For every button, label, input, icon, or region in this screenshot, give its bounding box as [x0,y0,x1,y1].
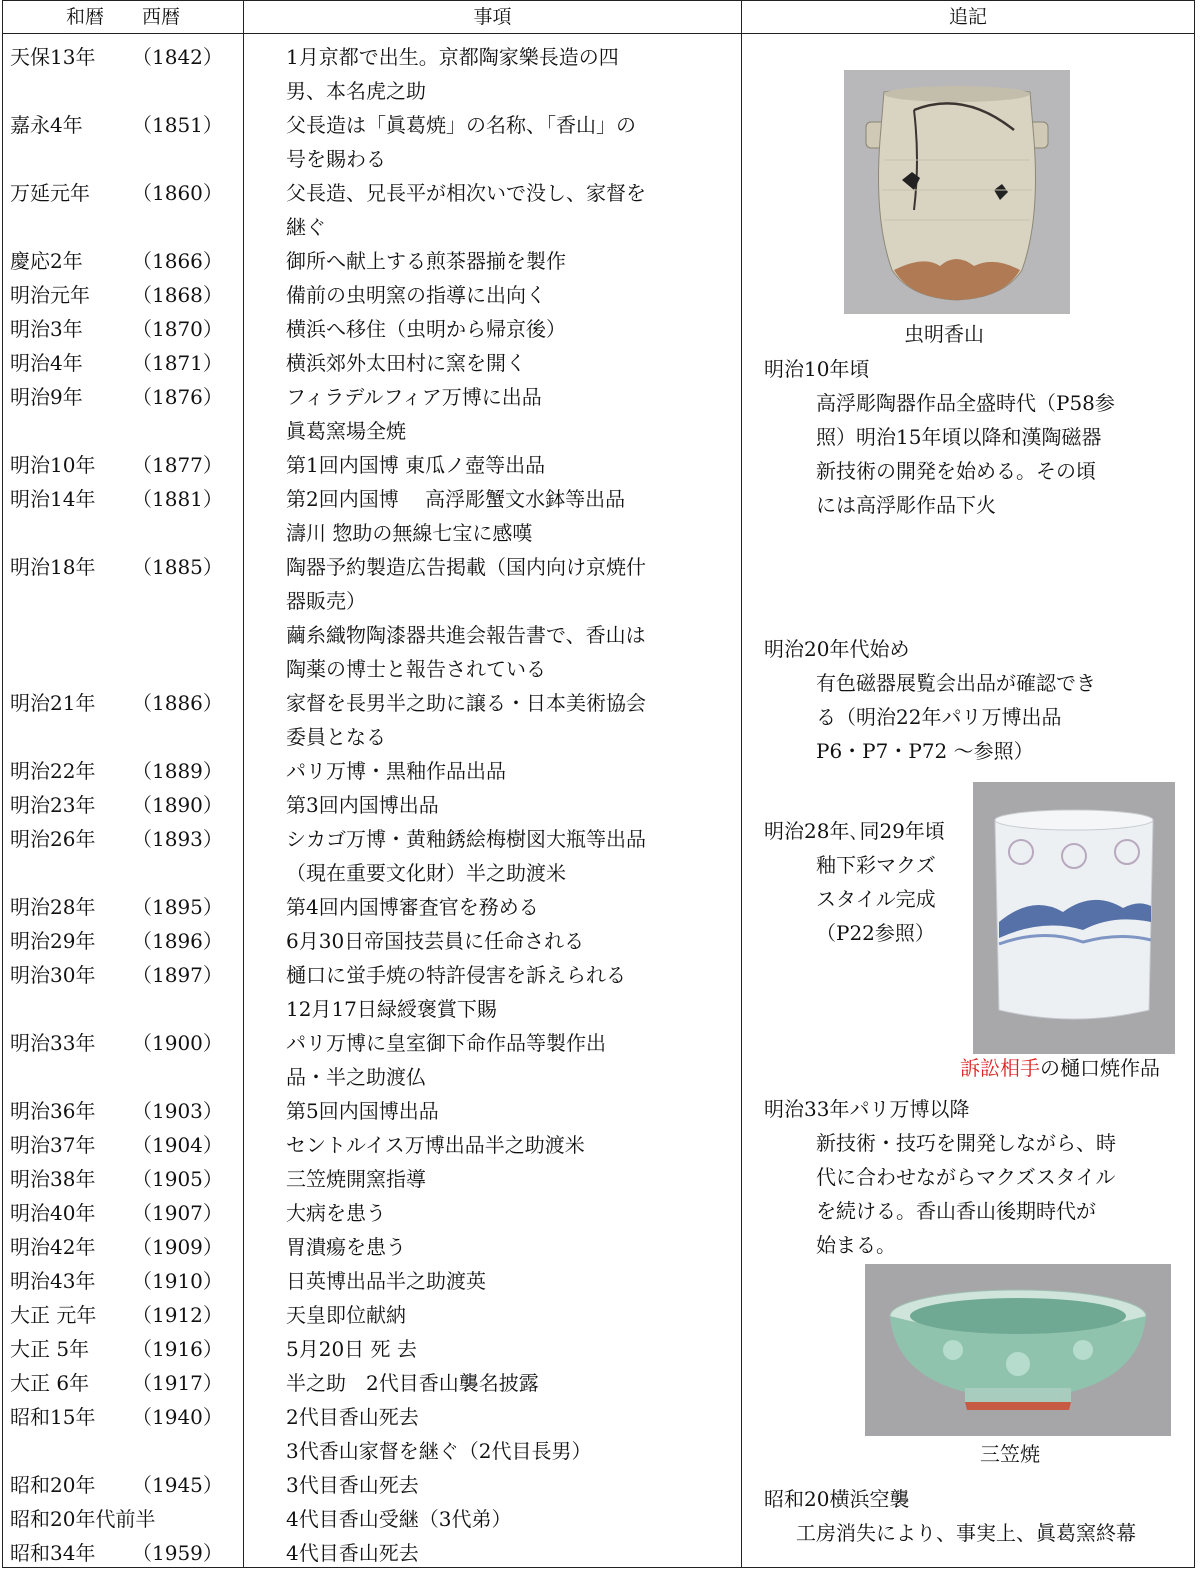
year-label: （1876） [132,385,223,409]
event-line: シカゴ万博・黄釉銹絵梅樹図大瓶等出品 [286,827,646,851]
date-row [10,958,242,992]
date-row [10,312,242,346]
event-line: 繭糸織物陶漆器共進会報告書で、香山は [286,623,646,647]
era-label: 天保13年 [10,45,96,69]
date-row [10,1128,242,1162]
date-row [10,448,242,482]
note-line: 工房消失により、事実上、眞葛窯終幕 [796,1521,1136,1545]
year-label: （1896） [132,929,223,953]
era-label: 明治30年 [10,963,96,987]
date-row [10,1366,242,1400]
date-row [10,1230,242,1264]
year-label: （1870） [132,317,223,341]
mushiake-vase-image [844,70,1070,314]
year-label: （1904） [132,1133,223,1157]
event-line: 三笠焼開窯指導 [286,1167,426,1191]
higuchi-cup-image [973,782,1175,1054]
event-line: 4代目香山死去 [286,1541,419,1565]
era-label: 万延元年 [10,181,90,205]
event-line: 第4回内国博審査官を務める [286,895,539,919]
event-line: 6月30日帝国技芸員に任命される [286,929,585,953]
era-label: 慶応2年 [10,249,83,273]
date-row [10,482,242,516]
era-label: 明治9年 [10,385,83,409]
date-row [10,1162,242,1196]
year-label: （1940） [132,1405,223,1429]
event-line: 品・半之助渡仏 [286,1065,426,1089]
note-line: 有色磁器展覧会出品が確認でき [816,671,1096,695]
event-line: パリ万博・黒釉作品出品 [286,759,506,783]
caption-higuchi [960,1054,1160,1082]
date-column [10,40,242,1570]
event-line: パリ万博に皇室御下命作品等製作出 [286,1031,606,1055]
year-label: （1842） [132,45,223,69]
date-row [10,1434,242,1468]
event-line: 2代目香山死去 [286,1405,419,1429]
note-meiji33-head: 明治33年パリ万博以降 [764,1097,970,1121]
header-notes: 追記 [948,6,987,28]
era-label: 明治43年 [10,1269,96,1293]
year-label: （1868） [132,283,223,307]
note-meiji10-head: 明治10年頃 [764,357,870,381]
date-row [10,414,242,448]
era-label: 大正 6年 [10,1371,90,1395]
event-line: 3代目香山死去 [286,1473,419,1497]
era-label: 明治22年 [10,759,96,783]
event-line: セントルイス万博出品半之助渡米 [286,1133,585,1157]
note-line: P6・P7・P72 〜参照） [816,739,1034,763]
year-label: （1917） [132,1371,223,1395]
event-line: 委員となる [286,725,386,749]
event-line: 号を賜わる [286,147,386,171]
year-label: （1881） [132,487,223,511]
header-events: 事項 [473,6,512,28]
column-divider [741,0,742,1568]
date-row [10,992,242,1026]
date-row [10,142,242,176]
note-line: （P22参照） [816,921,935,945]
event-line: 天皇即位献納 [286,1303,406,1327]
caption-mushiake: 虫明香山 [904,322,984,346]
header-divider [2,33,1195,34]
date-row [10,210,242,244]
event-line: 第5回内国博出品 [286,1099,439,1123]
date-row [10,1536,242,1570]
event-line: 胃潰瘍を患う [286,1235,406,1259]
event-line: 半之助 2代目香山襲名披露 [286,1371,539,1395]
date-row [10,74,242,108]
era-label: 昭和20年代前半 [10,1507,156,1531]
date-row [10,1502,242,1536]
date-row [10,108,242,142]
event-line: 濤川 惣助の無線七宝に感嘆 [286,521,533,545]
event-line: フィラデルフィア万博に出品 [286,385,542,409]
event-line: 1月京都で出生。京都陶家樂長造の四 [286,45,619,69]
year-label: （1871） [132,351,223,375]
date-row [10,278,242,312]
date-row [10,244,242,278]
caption-mikasa: 三笠焼 [980,1442,1040,1466]
date-row [10,1264,242,1298]
year-label: （1866） [132,249,223,273]
year-label: （1945） [132,1473,223,1497]
note-line: 新技術・技巧を開発しながら、時 [816,1131,1116,1155]
caption-higuchi-red: 訴訟相手 [960,1056,1040,1080]
note-line: スタイル完成 [816,887,936,911]
date-row [10,652,242,686]
era-label: 大正 5年 [10,1337,90,1361]
event-line: 樋口に蛍手焼の特許侵害を訴えられる [286,963,626,987]
era-label: 明治40年 [10,1201,96,1225]
year-label: （1903） [132,1099,223,1123]
era-label: 明治23年 [10,793,96,817]
note-line: 代に合わせながらマクズスタイル [816,1165,1116,1189]
date-row [10,1298,242,1332]
era-label: 明治元年 [10,283,90,307]
year-label: （1885） [132,555,223,579]
era-label: 昭和20年 [10,1473,96,1497]
date-row [10,550,242,584]
date-row [10,346,242,380]
date-row [10,822,242,856]
year-label: （1907） [132,1201,223,1225]
year-label: （1893） [132,827,223,851]
era-label: 明治4年 [10,351,83,375]
date-row [10,618,242,652]
date-row [10,516,242,550]
year-label: （1909） [132,1235,223,1259]
era-label: 明治18年 [10,555,96,579]
era-label: 大正 元年 [10,1303,97,1327]
era-label: 明治21年 [10,691,96,715]
era-label: 明治3年 [10,317,83,341]
date-row [10,1094,242,1128]
year-label: （1860） [132,181,223,205]
note-line: を続ける。香山香山後期時代が [816,1199,1096,1223]
era-label: 明治29年 [10,929,96,953]
year-label: （1886） [132,691,223,715]
year-label: （1916） [132,1337,223,1361]
date-row [10,686,242,720]
date-row [10,584,242,618]
header-date: 和暦 西暦 [65,6,180,28]
date-row [10,1468,242,1502]
date-row [10,1060,242,1094]
event-line: 第3回内国博出品 [286,793,439,817]
event-line: 継ぐ [286,215,326,239]
caption-higuchi-rest: の樋口焼作品 [1040,1056,1160,1080]
event-line: 備前の虫明窯の指導に出向く [286,283,546,307]
event-line: 眞葛窯場全焼 [286,419,406,443]
date-row [10,754,242,788]
event-line: 3代香山家督を継ぐ（2代目長男） [286,1439,592,1463]
year-label: （1897） [132,963,223,987]
date-row [10,176,242,210]
event-line: 第1回内国博 東瓜ノ壺等出品 [286,453,546,477]
event-line: 父長造は「眞葛焼」の名称、「香山」の [286,113,636,137]
era-label: 明治10年 [10,453,96,477]
era-label: 明治28年 [10,895,96,919]
era-label: 明治14年 [10,487,96,511]
year-label: （1877） [132,453,223,477]
era-label: 昭和15年 [10,1405,96,1429]
note-line: 始まる。 [816,1233,896,1257]
year-label: （1905） [132,1167,223,1191]
year-label: （1959） [132,1541,223,1565]
date-row [10,380,242,414]
era-label: 明治38年 [10,1167,96,1191]
event-line: 父長造、兄長平が相次いで没し、家督を [286,181,646,205]
era-label: 明治33年 [10,1031,96,1055]
date-row [10,890,242,924]
event-line: 男、本名虎之助 [286,79,426,103]
note-line: 新技術の開発を始める。その頃 [816,459,1096,483]
note-showa20-head: 昭和20横浜空襲 [764,1487,910,1511]
note-meiji28-head: 明治28年､同29年頃 [764,819,945,843]
year-label: （1900） [132,1031,223,1055]
date-row [10,788,242,822]
event-line: 5月20日 死 去 [286,1337,417,1361]
year-label: （1889） [132,759,223,783]
era-label: 明治37年 [10,1133,96,1157]
event-line: 家督を長男半之助に譲る・日本美術協会 [286,691,646,715]
event-line: 横浜へ移住（虫明から帰京後） [286,317,566,341]
year-label: （1912） [132,1303,223,1327]
year-label: （1895） [132,895,223,919]
note-line: 照）明治15年頃以降和漢陶磁器 [816,425,1102,449]
note-line: には高浮彫作品下火 [816,493,996,517]
note-line: 高浮彫陶器作品全盛時代（P58参 [816,391,1115,415]
note-line: る（明治22年パリ万博出品 [816,705,1062,729]
era-label: 明治42年 [10,1235,96,1259]
year-label: （1890） [132,793,223,817]
column-divider [243,0,244,1568]
year-label: （1851） [132,113,223,137]
event-line: 12月17日緑綬褒賞下賜 [286,997,497,1021]
date-row [10,856,242,890]
event-line: 御所へ献上する煎茶器揃を製作 [286,249,566,273]
event-line: 陶器予約製造広告掲載（国内向け京焼什 [286,555,646,579]
event-line: 大病を患う [286,1201,386,1225]
date-row [10,1196,242,1230]
event-line: 横浜郊外太田村に窯を開く [286,351,526,375]
era-label: 明治26年 [10,827,96,851]
event-line: 器販売） [286,589,366,613]
event-line: 日英博出品半之助渡英 [286,1269,486,1293]
date-row [10,1400,242,1434]
date-row [10,720,242,754]
year-label: （1910） [132,1269,223,1293]
date-row [10,40,242,74]
date-row [10,1026,242,1060]
event-line: 陶薬の博士と報告されている [286,657,546,681]
event-line: （現在重要文化財）半之助渡米 [286,861,566,885]
note-meiji20s-head: 明治20年代始め [764,637,910,661]
mikasa-bowl-image [865,1264,1171,1436]
date-row [10,1332,242,1366]
event-line: 第2回内国博 高浮彫蟹文水鉢等出品 [286,487,626,511]
event-column [286,40,736,1570]
era-label: 嘉永4年 [10,113,83,137]
event-line: 4代目香山受継（3代弟） [286,1507,512,1531]
era-label: 昭和34年 [10,1541,96,1565]
note-line: 釉下彩マクズ [816,853,936,877]
date-row [10,924,242,958]
era-label: 明治36年 [10,1099,96,1123]
